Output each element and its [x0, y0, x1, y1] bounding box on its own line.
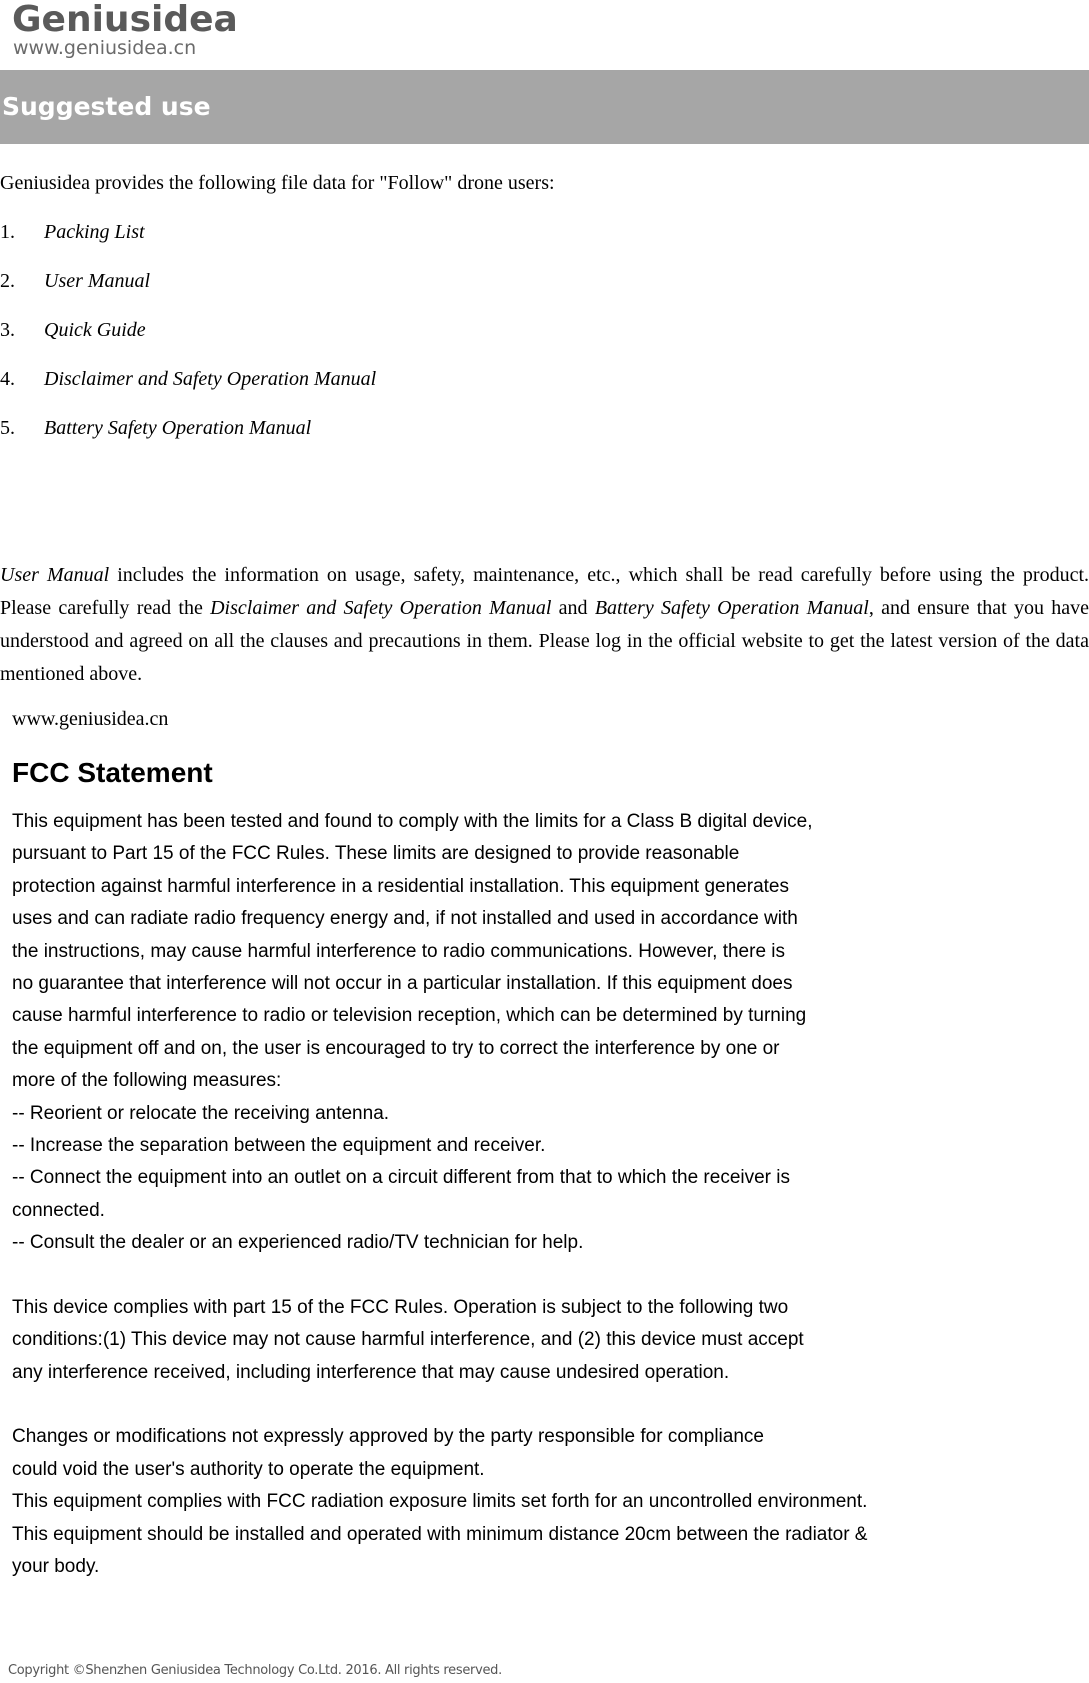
fcc-line: This equipment has been tested and found to comply with the limits for a Class B digital device, — [12, 811, 813, 832]
fcc-line: any interference received, including interference that may cause undesired operation. — [12, 1361, 730, 1383]
fcc-line: conditions:(1) This device may not cause harmful interference, and (2) this device must accept — [12, 1329, 804, 1351]
fcc-line: the equipment off and on, the user is encouraged to try to correct the interference by one or — [12, 1037, 780, 1059]
website-url: www.geniusidea.cn — [12, 708, 169, 730]
paragraph-emphasis: Battery Safety Operation Manual — [594, 597, 869, 619]
fcc-line — [12, 1392, 867, 1424]
paragraph-text: and — [551, 597, 595, 619]
list-item-name: Quick Guide — [44, 319, 146, 341]
paragraph-text: , and ensure that you have understood and agreed on all the clauses and precautions in them. Please log in the official website to get the latest version of the data mentioned above. — [0, 597, 1089, 685]
list-item — [0, 219, 376, 268]
list-item-number: 4. — [0, 368, 15, 390]
intro-text: Geniusidea provides the following file data for "Follow" drone users: — [0, 172, 555, 194]
section-banner — [0, 70, 1089, 144]
fcc-line: pursuant to Part 15 of the FCC Rules. These limits are designed to provide reasonable — [12, 843, 740, 865]
fcc-heading: FCC Statement — [12, 757, 213, 788]
fcc-line: uses and can radiate radio frequency energy and, if not installed and used in accordance with — [12, 908, 798, 930]
fcc-line: no guarantee that interference will not occur in a particular installation. If this equipment does — [12, 972, 793, 994]
list-item — [0, 317, 376, 366]
list-item-name: Battery Safety Operation Manual — [44, 417, 312, 439]
fcc-line: This equipment should be installed and operated with minimum distance 20cm between the radiator & — [12, 1523, 868, 1545]
fcc-line: Changes or modifications not expressly approved by the party responsible for compliance — [12, 1426, 764, 1448]
fcc-line: This device complies with part 15 of the FCC Rules. Operation is subject to the following two — [12, 1296, 789, 1318]
fcc-line: more of the following measures: — [12, 1070, 282, 1092]
list-item-number: 2. — [0, 270, 15, 292]
list-item-name: Disclaimer and Safety Operation Manual — [44, 368, 377, 390]
fcc-line: cause harmful interference to radio or television reception, which can be determined by turning — [12, 1005, 807, 1027]
list-item — [0, 268, 376, 317]
logo-url: www.geniusidea.cn — [13, 37, 197, 59]
fcc-line: -- Reorient or relocate the receiving antenna. — [12, 1102, 390, 1124]
list-item-name: User Manual — [44, 270, 151, 292]
list-item-name: Packing List — [44, 221, 145, 243]
list-item-number: 1. — [0, 221, 15, 243]
fcc-line: could void the user's authority to operate the equipment. — [12, 1458, 485, 1480]
fcc-line: -- Connect the equipment into an outlet on a circuit different from that to which the receiver is — [12, 1167, 790, 1189]
fcc-line: protection against harmful interference in a residential installation. This equipment generates — [12, 875, 789, 897]
fcc-line: -- Consult the dealer or an experienced radio/TV technician for help. — [12, 1232, 584, 1254]
fcc-line: your body. — [12, 1555, 100, 1577]
paragraph-emphasis: Disclaimer and Safety Operation Manual — [210, 597, 552, 619]
section-title: Suggested use — [2, 92, 211, 121]
paragraph-text: includes the information on usage, safety, maintenance, etc., which shall be read carefully before using the product. Please carefully read the — [0, 564, 1089, 619]
list-item-number: 5. — [0, 417, 15, 439]
fcc-line — [12, 1262, 867, 1294]
file-list — [0, 219, 376, 464]
logo-wordmark: Geniusidea — [12, 0, 238, 40]
fcc-line: This equipment complies with FCC radiation exposure limits set forth for an uncontrolled environment. — [12, 1491, 868, 1513]
fcc-line: -- Increase the separation between the equipment and receiver. — [12, 1134, 546, 1156]
user-manual-paragraph — [0, 559, 1089, 691]
list-item-number: 3. — [0, 319, 15, 341]
list-item — [0, 415, 376, 464]
fcc-line: connected. — [12, 1199, 105, 1221]
fcc-line: the instructions, may cause harmful interference to radio communications. However, there is — [12, 940, 786, 962]
copyright-footer: Copyright ©Shenzhen Geniusidea Technology Co.Ltd. 2016. All rights reserved. — [8, 1663, 502, 1678]
logo — [12, 0, 242, 64]
paragraph-emphasis: User Manual — [0, 564, 110, 586]
fcc-statement — [12, 809, 867, 1586]
list-item — [0, 366, 376, 415]
